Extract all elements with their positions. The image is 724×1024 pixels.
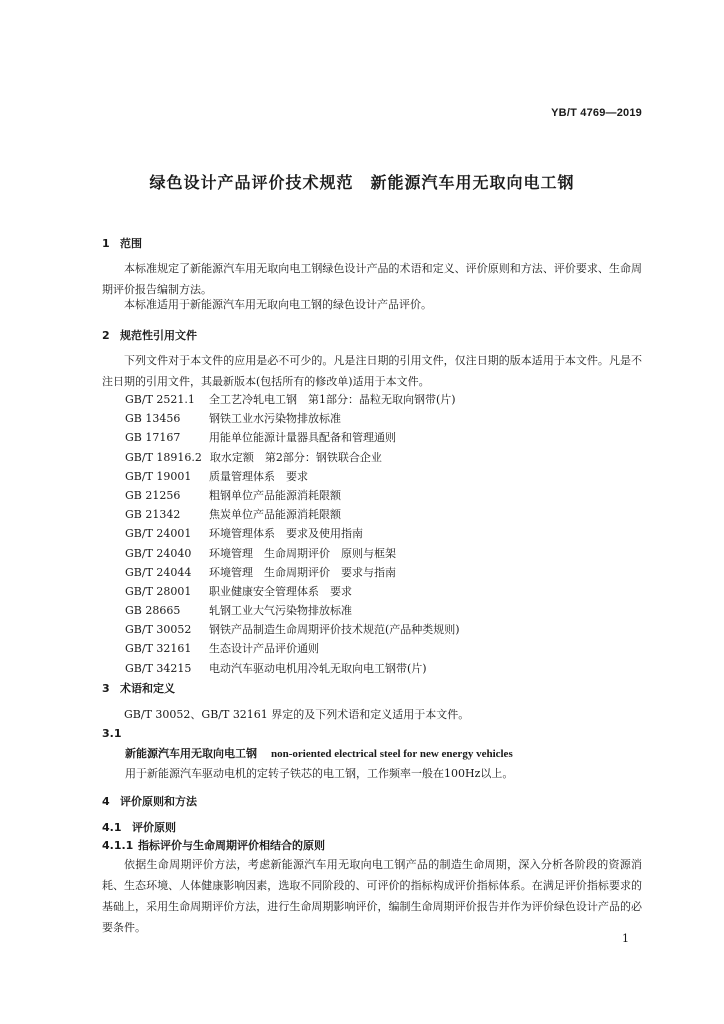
section-title: 规范性引用文件 bbox=[120, 329, 197, 342]
section-1-paragraph-2: 本标准适用于新能源汽车用无取向电工钢的绿色设计产品评价。 bbox=[124, 298, 432, 311]
reference-code: GB/T 18916.2 bbox=[125, 450, 202, 464]
reference-title: 钢铁产品制造生命周期评价技术规范(产品种类规则) bbox=[209, 623, 460, 637]
reference-code: GB/T 34215 bbox=[125, 661, 192, 675]
section-4-paragraph: 依据生命周期评价方法，考虑新能源汽车用无取向电工钢产品的制造生命周期，深入分析各阶段的资源消耗、生态环境、人体健康影响因素，选取不同阶段的、可评价的指标构成评价指标体系。在满足评价指标要求的基础上，采用生命周期评价方法，进行生命周期影响评价，编制生命周期评价报告并作为评价绿色设计产品的必要条件。 bbox=[102, 858, 642, 934]
reference-code: GB 17167 bbox=[125, 431, 181, 445]
reference-title: 用能单位能源计量器具配备和管理通则 bbox=[209, 431, 396, 445]
section-2-heading bbox=[102, 327, 197, 343]
section-number: 4 bbox=[102, 795, 110, 808]
term-english: non-oriented electrical steel for new energy vehicles bbox=[271, 748, 513, 760]
reference-item bbox=[125, 601, 460, 620]
reference-code: GB 13456 bbox=[125, 412, 181, 426]
section-4-heading bbox=[102, 793, 197, 809]
reference-title: 钢铁工业水污染物排放标准 bbox=[209, 412, 341, 426]
reference-code: GB/T 30052 bbox=[125, 623, 192, 637]
term-number: 3.1 bbox=[102, 727, 122, 740]
reference-item bbox=[125, 428, 460, 447]
term-definition: 用于新能源汽车驱动电机的定转子铁芯的电工钢，工作频率一般在100Hz以上。 bbox=[125, 767, 514, 780]
page-number: 1 bbox=[622, 932, 629, 945]
reference-code: GB/T 32161 bbox=[125, 642, 192, 656]
reference-item bbox=[125, 467, 460, 486]
reference-title: 粗钢单位产品能源消耗限额 bbox=[209, 488, 341, 502]
subsection-title: 指标评价与生命周期评价相结合的原则 bbox=[138, 839, 325, 852]
reference-item bbox=[125, 524, 460, 543]
reference-title: 质量管理体系 要求 bbox=[209, 469, 308, 483]
reference-title: 全工艺冷轧电工钢 第1部分：晶粒无取向钢带(片) bbox=[209, 393, 456, 406]
section-number: 3 bbox=[102, 682, 110, 695]
reference-title: 焦炭单位产品能源消耗限额 bbox=[209, 508, 341, 522]
reference-title: 环境管理 生命周期评价 原则与框架 bbox=[209, 546, 396, 560]
reference-code: GB/T 24001 bbox=[125, 527, 192, 541]
reference-title: 取水定额 第2部分：钢铁联合企业 bbox=[209, 450, 382, 464]
reference-code: GB 21256 bbox=[125, 488, 181, 502]
subsection-4-1-1-heading bbox=[102, 837, 325, 853]
reference-item bbox=[125, 544, 460, 563]
section-number: 2 bbox=[102, 329, 110, 342]
section-2-intro: 下列文件对于本文件的应用是必不可少的。凡是注日期的引用文件，仅注日期的版本适用于本文件。凡是不注日期的引用文件，其最新版本(包括所有的修改单)适用于本文件。 bbox=[102, 354, 642, 388]
reference-code: GB 21342 bbox=[125, 508, 181, 522]
reference-item bbox=[125, 505, 460, 524]
section-3-heading bbox=[102, 680, 175, 696]
reference-code: GB/T 19001 bbox=[125, 469, 192, 483]
section-title: 评价原则和方法 bbox=[120, 795, 197, 808]
document-title: 绿色设计产品评价技术规范 新能源汽车用无取向电工钢 bbox=[149, 173, 575, 192]
reference-item bbox=[125, 659, 460, 678]
reference-title: 电动汽车驱动电机用冷轧无取向电工钢带(片) bbox=[209, 661, 427, 675]
reference-item bbox=[125, 582, 460, 601]
section-3-intro: GB/T 30052、GB/T 32161 界定的及下列术语和定义适用于本文件。 bbox=[124, 708, 470, 721]
standard-code: YB/T 4769—2019 bbox=[551, 107, 642, 119]
reference-item bbox=[125, 639, 460, 658]
reference-item bbox=[125, 390, 460, 409]
section-number: 1 bbox=[102, 237, 110, 250]
section-1-heading bbox=[102, 235, 142, 251]
reference-item bbox=[125, 409, 460, 428]
reference-item bbox=[125, 620, 460, 639]
reference-code: GB/T 28001 bbox=[125, 584, 192, 598]
section-title: 术语和定义 bbox=[120, 682, 175, 695]
section-title: 范围 bbox=[120, 237, 142, 250]
section-1-paragraph-1: 本标准规定了新能源汽车用无取向电工钢绿色设计产品的术语和定义、评价原则和方法、评价要求、生命周期评价报告编制方法。 bbox=[102, 262, 642, 296]
reference-code: GB/T 2521.1 bbox=[125, 393, 195, 406]
subsection-title: 评价原则 bbox=[132, 821, 176, 834]
subsection-number: 4.1 bbox=[102, 821, 122, 834]
reference-title: 生态设计产品评价通则 bbox=[209, 642, 319, 656]
reference-code: GB 28665 bbox=[125, 604, 181, 618]
reference-code: GB/T 24044 bbox=[125, 565, 192, 579]
reference-title: 轧钢工业大气污染物排放标准 bbox=[209, 604, 352, 618]
reference-item bbox=[125, 486, 460, 505]
reference-title: 职业健康安全管理体系 要求 bbox=[209, 584, 352, 598]
reference-title: 环境管理 生命周期评价 要求与指南 bbox=[209, 565, 396, 579]
normative-reference-list bbox=[125, 390, 460, 678]
reference-title: 环境管理体系 要求及使用指南 bbox=[209, 527, 363, 541]
subsection-number: 4.1.1 bbox=[102, 839, 134, 852]
reference-item bbox=[125, 448, 460, 467]
subsection-4-1-heading bbox=[102, 819, 176, 835]
term-chinese: 新能源汽车用无取向电工钢 bbox=[125, 747, 257, 760]
reference-item bbox=[125, 563, 460, 582]
term-entry bbox=[125, 745, 513, 761]
reference-code: GB/T 24040 bbox=[125, 546, 192, 560]
